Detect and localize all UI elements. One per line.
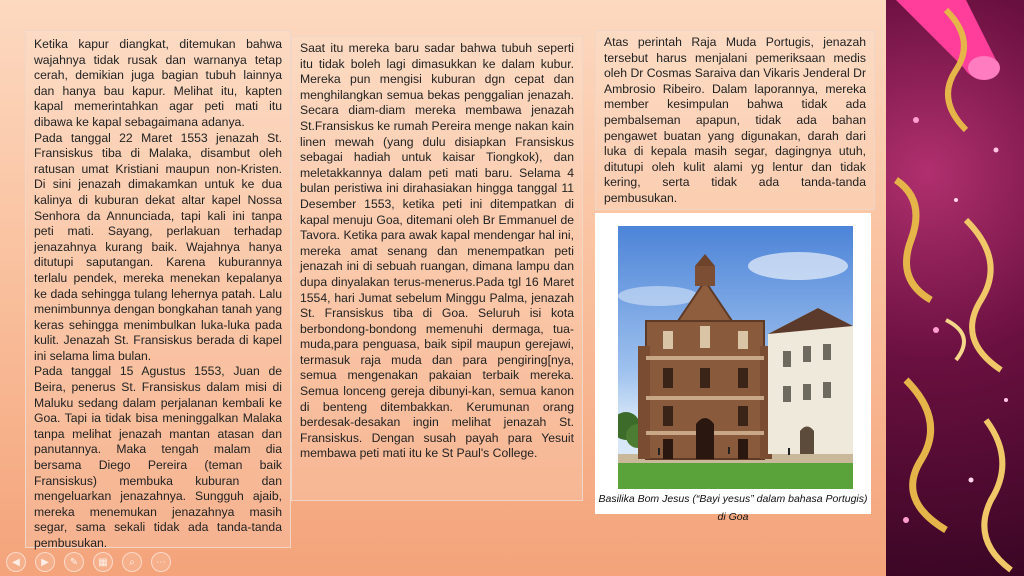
text-column-2 xyxy=(291,36,583,501)
text-column-3 xyxy=(595,30,875,210)
party-decoration xyxy=(886,0,1024,576)
text-column-1 xyxy=(25,30,291,548)
figure-caption: Basilika Bom Jesus (“Bayi yesus” dalam bahasa Portugis) di Goa xyxy=(598,493,868,523)
zoom-button[interactable] xyxy=(122,552,142,572)
confetti-streamers-illustration xyxy=(886,0,1024,576)
figure-card xyxy=(595,213,871,523)
previous-slide-icon: ◀ xyxy=(12,556,20,568)
more-options-button[interactable] xyxy=(151,552,171,572)
more-options-icon: ⋯ xyxy=(156,556,166,568)
slideshow-toolbar xyxy=(6,552,171,572)
paragraph: Saat itu mereka baru sadar bahwa tubuh seperti itu tidak boleh lagi dimasukkan ke dalam kubur. Mereka pun mengisi kuburan dgn cepat dan menghilangkan semua bekas penggalian jenazah. Secara diam-diam mereka membawa jenazah St.Fransiskus ke rumah Pereira menge nakan kain linen mewah (yang dulu disiapkan Fransiskus sebagai hadiah untuk kaisar Tiongkok), dan meletakkannya dalam peti mati baru. Selama 4 bulan peristiwa ini dirahasiakan hingga tanggal 11 Desember 1553, ketika peti ini ditempatkan di kapal menuju Goa, ditemani oleh Br Emmanuel de Tavora. Ketika para awak kapal mendengar hal ini, mereka amat senang dan menempatkan peti jenazah ini di sebuah ruangan, dimana lampu dan dupa dinyalakan terus-menerus.Pada tgl 16 Maret 1554, hari Jumat sebelum Minggu Palma, jenazah St. Fransiskus tiba di Goa. Seluruh isi kota berbondong-bondong memenuhi dermaga, tua-muda,para penguasa, baik sipil maupun gerejawi, termasuk raja muda dan para pengiring[nya, semua mengenakan pakaian terbaik mereka. Semua lonceng gereja dibunyi-kan, semua kanon di benteng ditembakkan. Kerumunan orang berdesak-desakan ingin melihat jenazah St. Fransiskus. Dengan susah payah para Yesuit membawa peti mati itu ke St Paul's College. xyxy=(300,41,574,461)
basilica-illustration xyxy=(618,226,853,489)
paragraph: Pada tanggal 15 Agustus 1553, Juan de Beira, penerus St. Fransiskus dalam misi di Maluku sedang dalam perjalanan kembali ke Goa. Tapi ia tidak bisa meninggalkan Malaka tanpa melihat jenazah mantan atasan dan panutannya. Maka tengah malam dia bersama Diego Pereira (teman baik Fransiskus) membuka kuburan dan mengeluarkan jenazahnya. Sungguh ajaib, mereka menemukan jenazahnya masih segar, sama sekali tidak ada tanda-tanda pembusukan. xyxy=(34,364,282,550)
slides-grid-button[interactable] xyxy=(93,552,113,572)
zoom-icon: ⌕ xyxy=(129,556,135,568)
pen-button[interactable] xyxy=(64,552,84,572)
slides-grid-icon: ▦ xyxy=(98,556,108,568)
next-slide-button[interactable] xyxy=(35,552,55,572)
basilica-photo xyxy=(618,226,853,489)
pen-icon: ✎ xyxy=(69,556,79,568)
paragraph: Ketika kapur diangkat, ditemukan bahwa wajahnya tidak rusak dan warnanya tetap cerah, demikian juga bagian tubuh lainnya dan hanya bau kapur. Melihat itu, kapten kapal memerintahkan agar peti mati itu dibawa ke kapal sebagaimana adanya. xyxy=(34,37,282,129)
next-slide-icon: ▶ xyxy=(41,556,49,568)
paragraph: Pada tanggal 22 Maret 1553 jenazah St. Fransiskus tiba di Malaka, disambut oleh ratusan umat Kristiani maupun non-Kristen. Di sini jenazah dimakamkan untuk ke dua kalinya di kuburan dekat altar kapel Nossa Senhora da Annunciada, tapi kali ini tanpa peti mati. Sayang, perlakuan terhadap jenazahnya kurang baik. Wajahnya hanya ditutupi saputangan. Karena kuburannya terlalu pendek, mereka menekan kepalanya ke dada sehingga tulang lehernya patah. Lalu menimbunnya dengan bongkahan tanah yang keras sehingga menimbulkan luka-luka pada kulit. Jenazah St. Fransiskus berada di kapel ini selama lima bulan. xyxy=(34,130,283,363)
paragraph: Atas perintah Raja Muda Portugis, jenazah tersebut harus menjalani pemeriksaan medis oleh Dr Cosmas Saraiva dan Vikaris Jenderal Dr Ambrosio Ribeiro. Dalam laporannya, mereka member kesimpulan bahwa tidak ada pembalseman apapun, tidak ada bahan pengawet buatan yang digunakan, darah dari luka di kepala masih segar, dagingnya utuh, ditutupi oleh kulit alami yg lentur dan tidak kering, serta tidak ada tanda-tanda pembusukan. xyxy=(604,35,866,205)
previous-slide-button[interactable] xyxy=(6,552,26,572)
